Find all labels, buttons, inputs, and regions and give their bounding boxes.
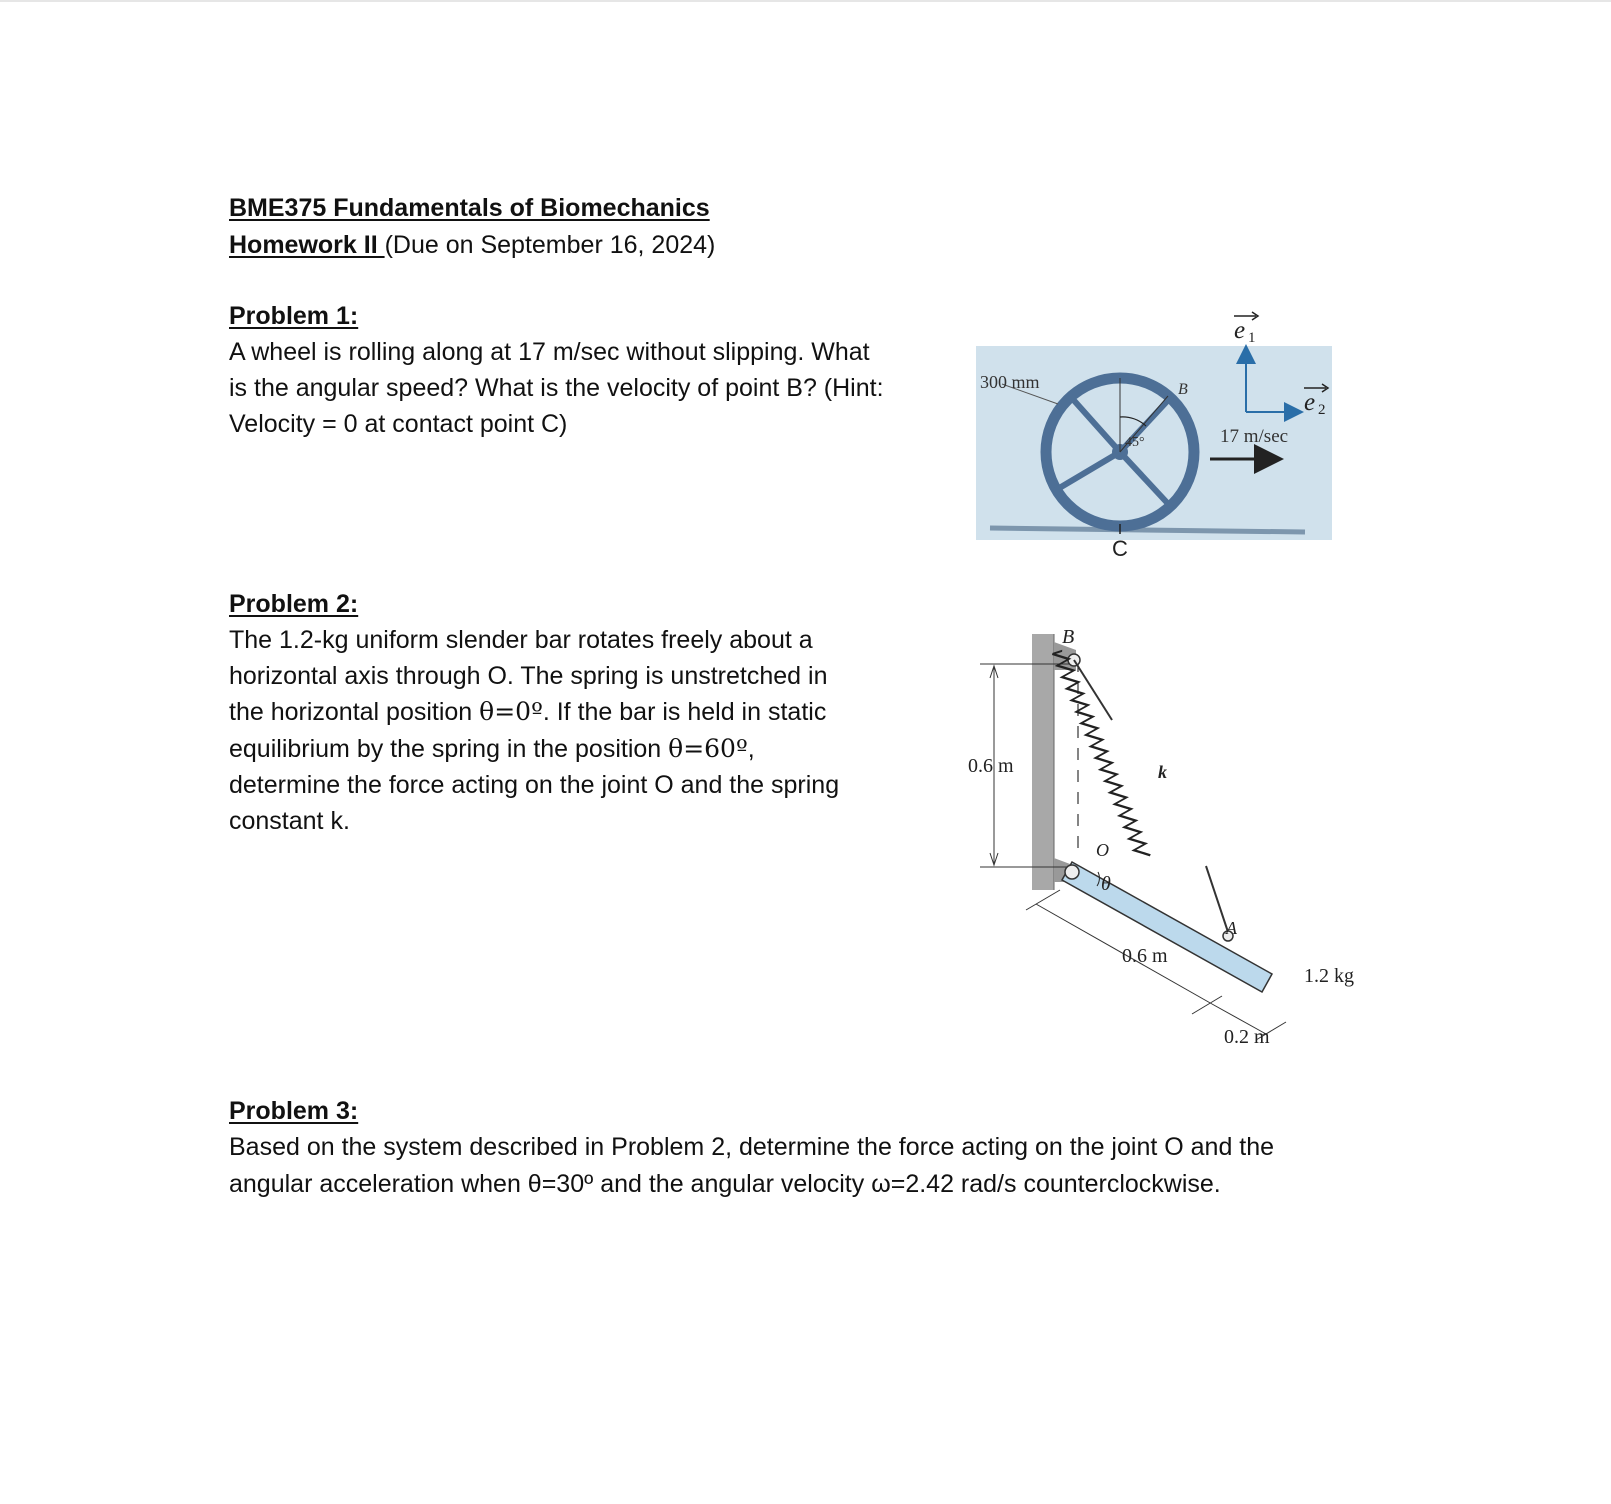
point-b-label: B <box>1178 381 1188 398</box>
radius-label: 300 mm <box>980 372 1040 392</box>
problem-1-line: A wheel is rolling along at 17 m/sec without slipping. What <box>229 338 870 366</box>
problem-1-title: Problem 1: <box>229 302 359 330</box>
height-label: 0.6 m <box>968 755 1014 777</box>
extension-label: 0.2 m <box>1224 1026 1270 1048</box>
problem-2-title: Problem 2: <box>229 590 359 618</box>
speed-label: 17 m/sec <box>1220 426 1289 447</box>
point-o-label: O <box>1096 840 1109 860</box>
e1-vector-label <box>1234 312 1258 346</box>
problem-2-line: constant k. <box>229 807 350 835</box>
problem-3-line: angular acceleration when θ=30º and the angular velocity ω=2.42 rad/s counterclockwise. <box>229 1170 1221 1198</box>
problem-3-title: Problem 3: <box>229 1097 359 1125</box>
angle-label: 45° <box>1125 435 1145 450</box>
bar-spring-figure <box>960 620 1370 1050</box>
theta-sixty: θ=60º <box>668 734 748 763</box>
point-b-label: B <box>1062 626 1075 648</box>
page-top-border <box>0 0 1611 2</box>
problem-2-line: horizontal axis through O. The spring is unstretched in <box>229 662 828 690</box>
pivot-o <box>1065 865 1079 879</box>
svg-text:1: 1 <box>1248 330 1256 346</box>
svg-text:2: 2 <box>1318 402 1326 418</box>
problem-2-line: determine the force acting on the joint O and the spring <box>229 771 840 799</box>
bar-length-label: 0.6 m <box>1122 945 1168 967</box>
svg-text:e: e <box>1304 389 1316 416</box>
course-title: BME375 Fundamentals of Biomechanics <box>229 194 710 222</box>
problem-1-line: is the angular speed? What is the velocity of point B? (Hint: <box>229 374 884 402</box>
problem-1-line: Velocity = 0 at contact point C) <box>229 410 568 438</box>
problem-2-line: the horizontal position θ=0º. If the bar is held in static <box>229 697 827 726</box>
problem-3-line: Based on the system described in Problem 2, determine the force acting on the joint O and the <box>229 1133 1275 1161</box>
wall <box>1032 634 1054 890</box>
theta-label: θ <box>1101 873 1111 895</box>
wheel-figure <box>960 300 1350 565</box>
homework-title: Homework II <box>229 231 385 259</box>
point-a-label: A <box>1226 918 1237 938</box>
spring-k-label: k <box>1158 762 1167 782</box>
point-c-label: C <box>1112 536 1128 561</box>
due-date: (Due on September 16, 2024) <box>384 231 716 259</box>
slender-bar <box>1062 862 1272 992</box>
mass-label: 1.2 kg <box>1304 965 1354 987</box>
problem-2-line: equilibrium by the spring in the position θ=60º, <box>229 734 755 763</box>
svg-text:e: e <box>1234 317 1246 344</box>
theta-zero: θ=0º <box>479 697 543 726</box>
homework-heading <box>229 227 715 263</box>
problem-2-line: The 1.2-kg uniform slender bar rotates freely about a <box>229 626 813 654</box>
